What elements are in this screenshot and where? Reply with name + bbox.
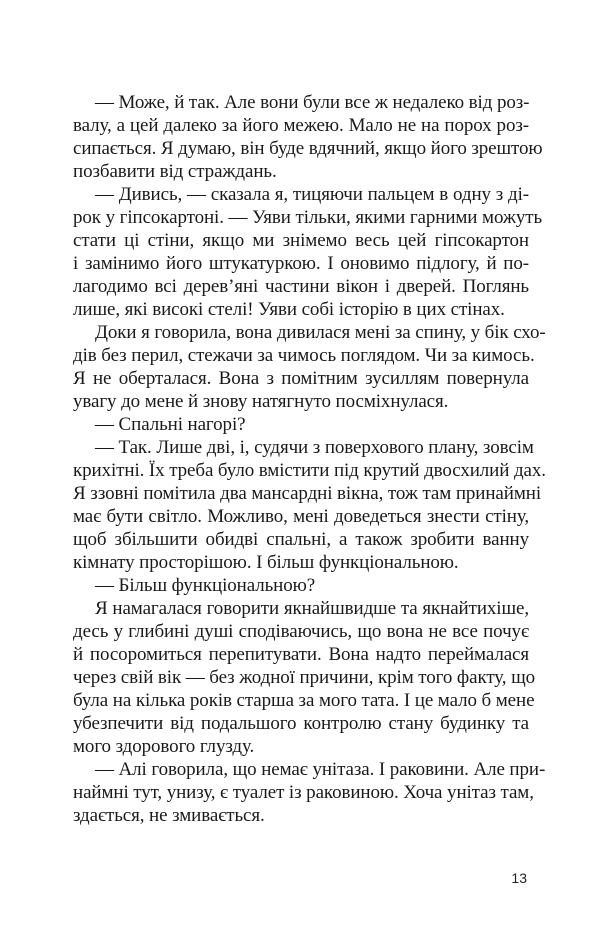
paragraph-3	[73, 321, 546, 413]
text-line: стати ці стіни, якщо ми знімемо весь цей гіпсокартон	[73, 230, 529, 251]
text-line: — Може, й так. Але вони були все ж недалеко від роз-	[95, 92, 530, 113]
text-line: — Спальні нагорі?	[95, 414, 246, 435]
text-line: убезпечити від подальшого контролю стану будинку та	[73, 713, 529, 734]
text-line: лагодимо всі дерев’яні частини вікон і дверей. Поглянь	[73, 276, 529, 297]
text-line: Я не оберталася. Вона з помітним зусиллям повернула	[73, 368, 529, 389]
text-line: Я ззовні помітила два мансардні вікна, тож там принаймні	[73, 483, 541, 504]
text-line: — Так. Лише дві, і, судячи з поверхового плану, зовсім	[95, 437, 534, 458]
text-line: щоб збільшити обидві спальні, а також зробити ванну	[73, 529, 529, 550]
text-line: дів без перил, стежачи за чимось поглядом. Чи за кимось.	[73, 345, 535, 366]
book-page-text	[73, 91, 546, 827]
text-line: наймні тут, унизу, є туалет із раковиною. Хоча унітаз там,	[73, 782, 534, 803]
text-line: рок у гіпсокартоні. — Уяви тільки, якими гарними можуть	[73, 207, 543, 228]
text-line: — Більш функціональною?	[95, 575, 316, 596]
text-line: — Алі говорила, що немає унітаза. І раковини. Але при-	[95, 759, 546, 780]
paragraph-8	[73, 758, 546, 827]
page-number: 13	[511, 870, 527, 886]
paragraph-7	[73, 597, 536, 758]
text-line: Я намагалася говорити якнайшвидше та якнайтихіше,	[95, 598, 529, 619]
text-line: і замінимо його штукатуркою. І оновимо підлогу, й по-	[73, 253, 529, 274]
text-line: має бути світло. Можливо, мені доведеться знести стіну,	[73, 506, 529, 527]
text-line: позбавити від страждань.	[73, 161, 277, 182]
text-line: валу, а цей далеко за його межею. Мало не на порох роз-	[73, 115, 529, 136]
text-line: мого здорового глузду.	[73, 736, 255, 757]
text-line: через свій вік — без жодної причини, крім того факту, що	[73, 667, 536, 688]
text-line: крихітні. Їх треба було вмістити під крутий двосхилий дах.	[73, 460, 546, 481]
paragraph-5	[73, 436, 546, 574]
paragraph-2	[73, 183, 543, 321]
paragraph-6	[73, 574, 529, 597]
text-line: кімнату просторішою. І більш функціональною.	[73, 552, 459, 573]
text-line: увагу до мене й знову натягнуто посміхнулася.	[73, 391, 449, 412]
text-line: й посоромиться перепитувати. Вона надто переймалася	[73, 644, 529, 665]
text-line: здається, не змивається.	[73, 805, 265, 826]
text-line: — Дивись, — сказала я, тицяючи пальцем в одну з ді-	[95, 184, 529, 205]
text-line: сипається. Я думаю, він буде вдячний, якщо його зрештою	[73, 138, 543, 159]
text-line: десь у глибині душі сподіваючись, що вона не все почує	[73, 621, 529, 642]
text-line: була на кілька років старша за мого тата. І це мало б мене	[73, 690, 535, 711]
paragraph-1	[73, 91, 543, 183]
text-line: Доки я говорила, вона дивилася мені за спину, у бік схо-	[95, 322, 546, 343]
text-line: лише, які високі стелі! Уяви собі історію в цих стінах.	[73, 299, 505, 320]
paragraph-4	[73, 413, 529, 436]
